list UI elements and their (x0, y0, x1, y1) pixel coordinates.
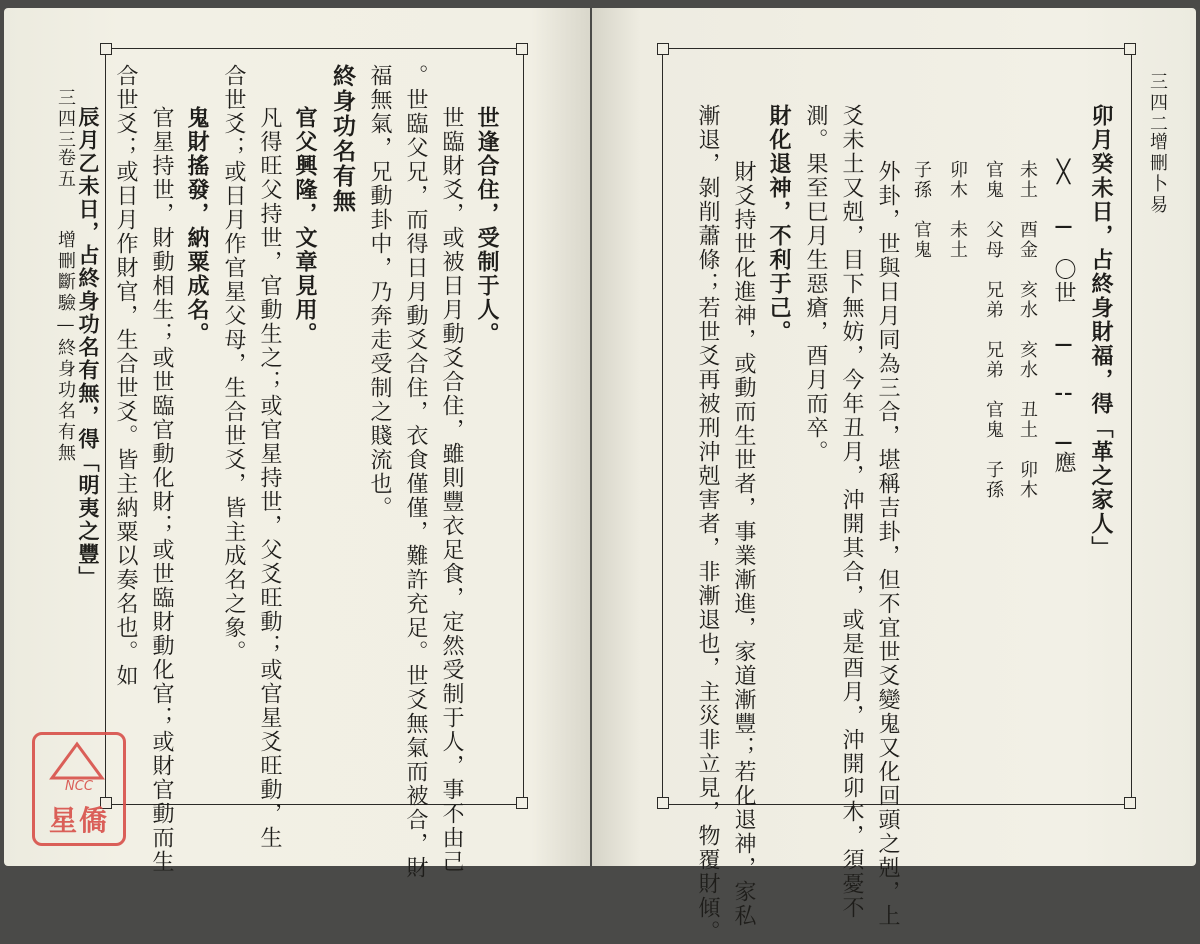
left-heading-1: 世逢合住，受制于人。 (474, 106, 500, 346)
right-text-col: 財爻持世化進神，或動而生世者，事業漸進，家道漸豐；若化退神，家私 (731, 160, 756, 928)
frame-corner (1124, 797, 1136, 809)
left-text-col: 合世爻；或日月作官星父母，生合世爻，皆主成名之象。 (221, 64, 246, 664)
left-text-col: 凡得旺父持世，官動生之；或官星持世，父爻旺動；或官星爻旺動，生 (257, 106, 282, 850)
left-section-title: 終身功名有無 (329, 64, 356, 214)
left-heading-3: 鬼財搖發，納粟成名。 (184, 106, 210, 346)
left-heading-2: 官父興隆，文章見用。 (292, 106, 318, 346)
frame-corner (657, 797, 669, 809)
right-text-col: 漸退，剝削蕭條；若世爻再被刑沖剋害者，非漸退也，主災非立見，物覆財傾。 (695, 104, 720, 944)
left-example-line: 辰月乙未日，占終身功名有無，得「明夷之豐」 (76, 106, 101, 589)
left-text-col: 官星持世，財動相生；或世臨官動化財；或世臨財動化官；或財官動而生 (149, 106, 174, 874)
left-text-col: 福無氣，兄動卦中，乃奔走受制之賤流也。 (367, 64, 392, 520)
left-text-col: 合世爻；或日月作財官，生合世爻。皆主納粟以奏名也。如 (113, 64, 138, 688)
hexagram-relations: 官鬼 父母 兄弟 兄弟 官鬼 子孫 (983, 160, 1004, 500)
left-text-col: 。世臨父兄，而得日月動爻合住，衣食僅僅，難許充足。世爻無氣而被合，財 (403, 64, 428, 880)
triangle-logo-icon (49, 741, 105, 781)
right-page-number: 三四二 (1147, 72, 1168, 135)
frame-corner (1124, 43, 1136, 55)
stamp-latin: NCC (65, 779, 93, 794)
right-header-title: 增刪卜易 (1147, 132, 1168, 216)
right-example-line: 卯月癸未日，占終身財福，得「革之家人」 (1088, 104, 1114, 560)
left-header-section: 增刪斷驗—終身功名有無 (55, 230, 76, 464)
right-text-col: 測。果至巳月生惡瘡，酉月而卒。 (803, 104, 828, 464)
frame-corner (657, 43, 669, 55)
hexagram-branches: 未土 酉金 亥水 亥水 丑土 卯木 (1017, 160, 1038, 500)
stamp-chinese: 星僑 (48, 804, 109, 837)
left-text-col: 世臨財爻，或被日月動爻合住，雖則豐衣足食，定然受制于人，事不由己 (439, 106, 464, 874)
hexagram-lines: ╳ ⚊ 〇世 ⚊ ⚋ ⚊應 (1051, 160, 1076, 474)
frame-corner (516, 797, 528, 809)
changed-branches: 卯木 未土 (947, 160, 968, 260)
left-header-chapter: 卷五 (55, 148, 76, 190)
frame-corner (100, 43, 112, 55)
right-text-col: 爻未土又剋，目下無妨，今年丑月，沖開其合，或是酉月，沖開卯木，須憂不 (839, 104, 864, 920)
left-page-number: 三四三 (55, 88, 76, 151)
frame-corner (516, 43, 528, 55)
right-text-col: 外卦，世與日月同為三合，堪稱吉卦，但不宜世爻變鬼又化回頭之剋，上 (875, 160, 900, 928)
changed-relations: 子孫 官鬼 (911, 160, 932, 260)
right-heading: 財化退神，不利于己。 (766, 104, 792, 344)
watermark-stamp (32, 732, 126, 846)
